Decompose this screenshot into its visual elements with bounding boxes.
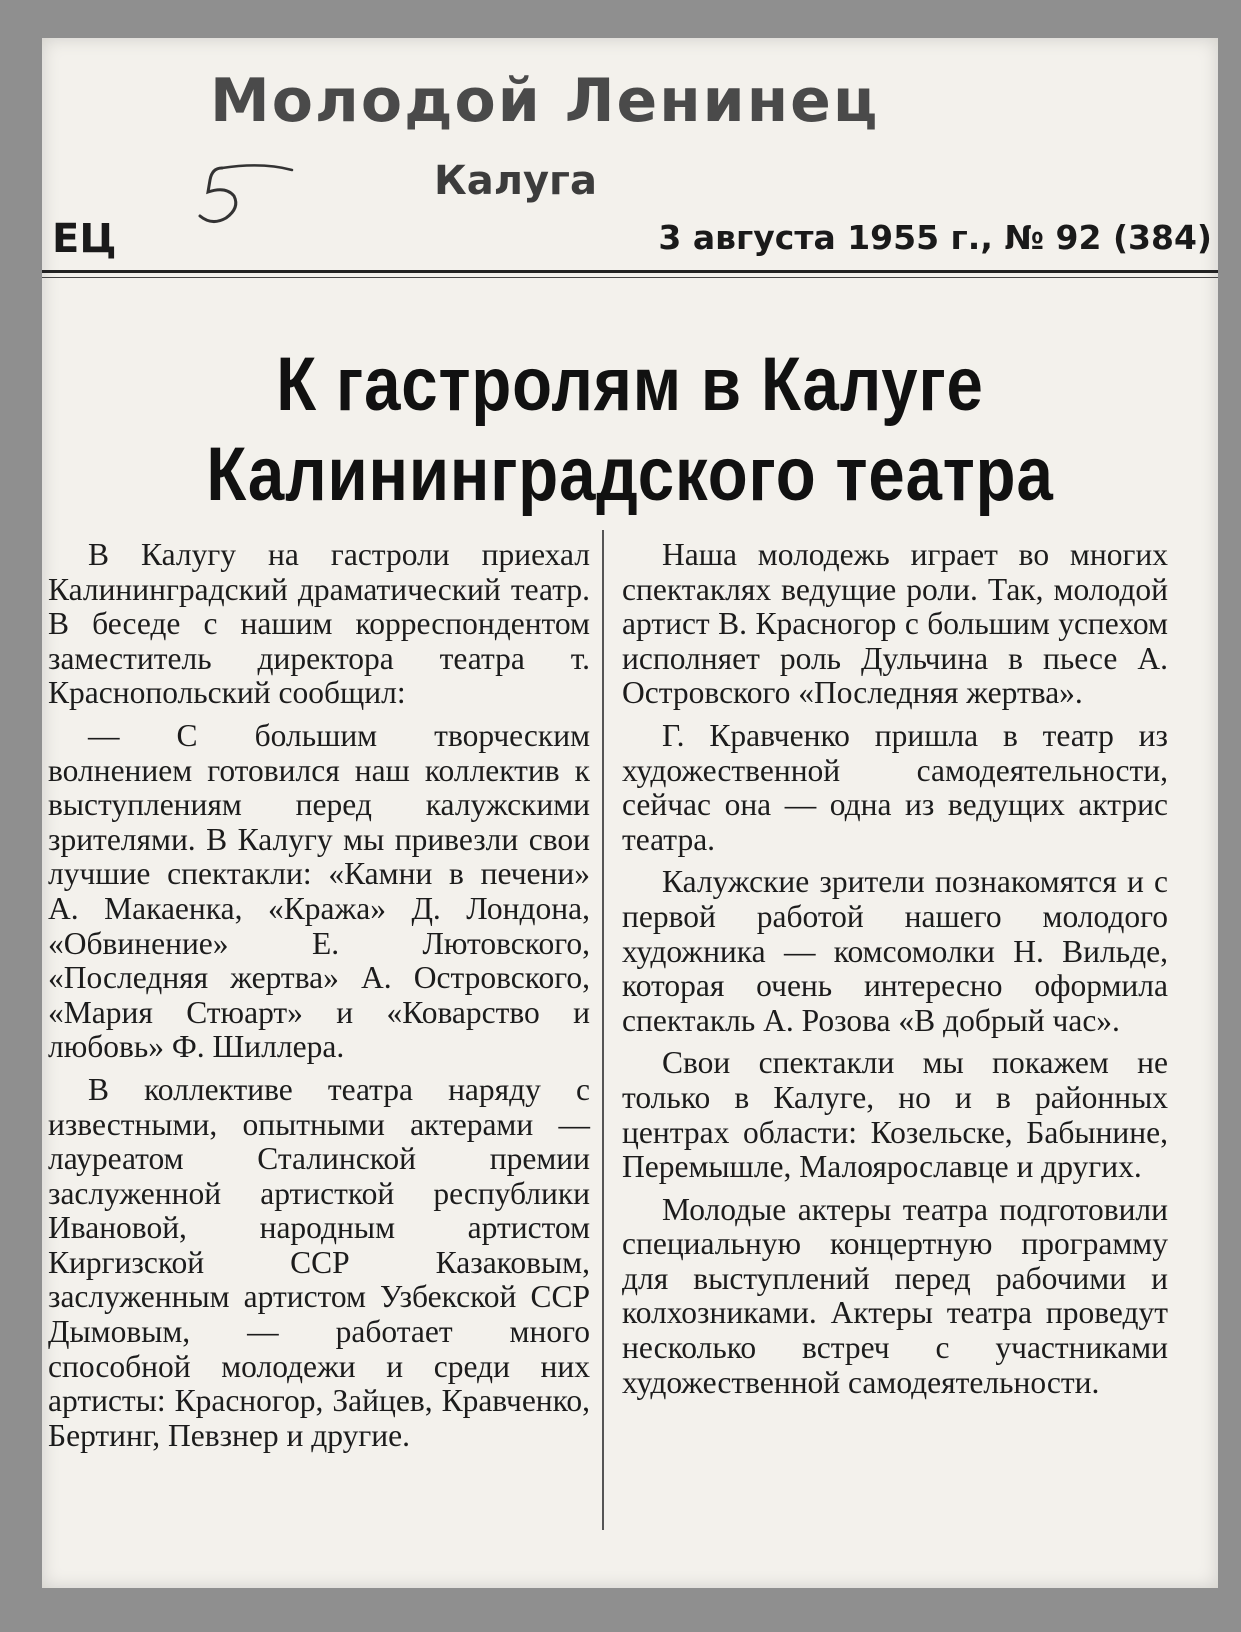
paragraph: Наша молодежь играет во многих спектаклях ведущие роли. Так, молодой артист В. Красногор с большим успехом исполняет роль Дульчина в пьесе А. Островского «Последняя жертва». [622, 537, 1168, 711]
corner-mark: ЕЦ [52, 216, 117, 262]
headline-line-2: Калининградского театра [206, 432, 1054, 517]
paragraph: В коллективе театра наряду с известными, опытными актерами — лауреатом Сталинской премии заслуженной артисткой республики Ивановой, народным артистом Киргизской ССР Казаковым, заслуженным артистом Узбекской ССР Дымовым, — работает много способной молодежи и среди них артисты: Красногор, Зайцев, Кравченко, Бертинг, Певзнер и другие. [48, 1071, 590, 1453]
paragraph: — С большим творческим волнением готовился наш коллектив к выступлениям перед калужскими зрителями. В Калугу мы привезли свои лучшие спектакли: «Камни в печени» А. Макаенка, «Кража» Д. Лондона, «Обвинение» Е. Лютовского, «Последняя жертва» А. Островского, «Мария Стюарт» и «Коварство и любовь» Ф. Шиллера. [48, 717, 590, 1065]
paragraph: Молодые актеры театра подготовили специальную концертную программу для выступлений перед рабочими и колхозниками. Актеры театра проведут несколько встреч с участниками художественной самодеятельности. [622, 1191, 1168, 1400]
paragraph: Г. Кравченко пришла в театр из художественной самодеятельности, сейчас она — одна из ведущих актрис театра. [622, 717, 1168, 857]
issue-date-number: 3 августа 1955 г., № 92 (384) [658, 218, 1212, 257]
city-label: Калуга [434, 158, 597, 204]
article-headline [124, 340, 1135, 520]
header-rule [42, 270, 1218, 278]
article-column-left [48, 538, 590, 1461]
article-column-right [622, 538, 1168, 1408]
paragraph: Калужские зрители познакомятся и с первой работой нашего молодого художника — комсомолки Н. Вильде, которая очень интересно оформила спектакль А. Розова «В добрый час». [622, 864, 1168, 1038]
paragraph: В Калугу на гастроли приехал Калининградский драматический театр. В беседе с нашим корреспондентом заместитель директора театра т. Краснопольский сообщил: [48, 537, 590, 711]
paragraph: Свои спектакли мы покажем не только в Калуге, но и в районных центрах области: Козельске, Бабынине, Перемышле, Малоярославце и других. [622, 1045, 1168, 1185]
newspaper-title: Молодой Ленинец [210, 66, 880, 136]
column-divider [602, 530, 604, 1530]
newspaper-clipping [42, 38, 1218, 1588]
handwritten-number-mark [182, 156, 302, 236]
headline-line-1: К гастролям в Калуге [276, 342, 984, 427]
